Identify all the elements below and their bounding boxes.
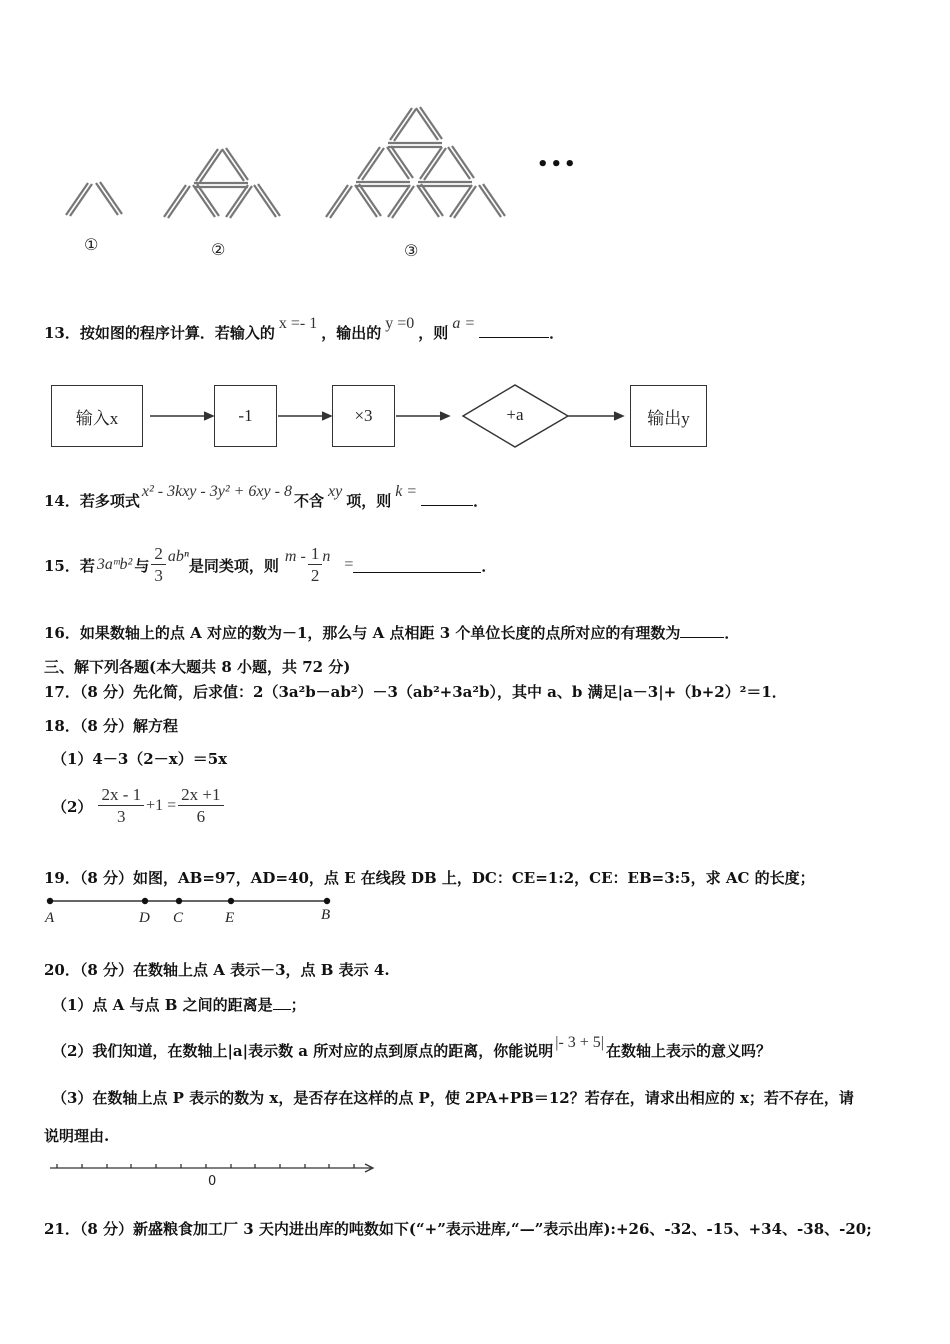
question-18-part-2: （2） $\frac{2x - 1}{3}$ +1 = $\frac{2x +1}{6}$ [52, 782, 224, 830]
segment-ab-figure [40, 892, 340, 926]
flow-input-box: 输入x [51, 385, 143, 447]
label-a: A [45, 910, 55, 926]
flow-arrows [140, 380, 640, 455]
matchstick-figure-3 [326, 107, 505, 218]
question-15: 15．若 3aᵐb² 与 $\frac{2}{3}$ abⁿ 是同类项，则 m - $\frac{1}{2}$ n = ． [44, 543, 497, 585]
question-20-part-1: （1）点 A 与点 B 之间的距离是 ； [52, 996, 306, 1014]
question-20-part-2: （2）我们知道，在数轴上|a|表示数 a 所对应的点到原点的距离，你能说明 |- 3 + 5| 在数轴上表示的意义吗？ [52, 1034, 772, 1060]
point-d [142, 898, 148, 904]
label-e: E [225, 910, 235, 926]
question-18-title: 18．（8 分）解方程 [44, 717, 179, 735]
flow-times3-box: ×3 [332, 385, 395, 447]
matchstick-figure-1 [66, 182, 122, 216]
question-17: 17．（8 分）先化简，后求值：2（3a²b－ab²）－3（ab²+3a²b），其中 a、b 满足|a－3|+（b+2）²＝1． [44, 683, 787, 701]
label-c: C [173, 910, 184, 926]
point-a [47, 898, 53, 904]
flow-plus-a-label: +a [506, 405, 524, 424]
ellipsis: ••• [537, 154, 578, 175]
figure-label-3: ③ [404, 241, 419, 260]
point-e [228, 898, 234, 904]
flow-minus1-box: -1 [214, 385, 277, 447]
question-20-part-3-cont: 说明理由. [44, 1127, 110, 1145]
figure-label-2: ② [211, 240, 226, 259]
question-18-part-1: （1）4－3（2－x）＝5x [52, 750, 228, 768]
question-19: 19．（8 分）如图，AB=97，AD=40，点 E 在线段 DB 上，DC：CE=1:2，CE：EB=3:5，求 AC 的长度； [44, 869, 815, 887]
label-d: D [139, 910, 150, 926]
number-line-zero-label: 0 [208, 1174, 217, 1189]
section-3-heading: 三、解下列各题(本大题共 8 小题，共 72 分) [44, 658, 351, 676]
figure-label-1: ① [84, 235, 99, 254]
question-13: 13．按如图的程序计算．若输入的x =- 1，输出的y =0，则a =． [44, 315, 565, 342]
point-b [324, 898, 330, 904]
question-14: 14．若多项式x² - 3kxy - 3y² + 6xy - 8不含xy项，则k =． [44, 483, 489, 510]
number-line [45, 1158, 385, 1192]
matchstick-figures [50, 95, 590, 235]
label-b: B [321, 907, 331, 923]
question-20-part-3: （3）在数轴上点 P 表示的数为 x，是否存在这样的点 P，使 2PA+PB＝12？若存在，请求出相应的 x；若不存在，请 [52, 1089, 854, 1107]
flow-output-box: 输出y [630, 385, 707, 447]
question-16: 16．如果数轴上的点 A 对应的数为－1，那么与 A 点相距 3 个单位长度的点所对应的有理数为 ． [44, 624, 740, 642]
question-20-title: 20．（8 分）在数轴上点 A 表示－3，点 B 表示 4. [44, 961, 390, 979]
point-c [176, 898, 182, 904]
question-21: 21．（8 分）新盛粮食加工厂 3 天内进出库的吨数如下(“+”表示进库,“—”表示出库):+26、-32、-15、+34、-38、-20; [44, 1220, 872, 1238]
matchstick-figure-2 [164, 148, 280, 218]
